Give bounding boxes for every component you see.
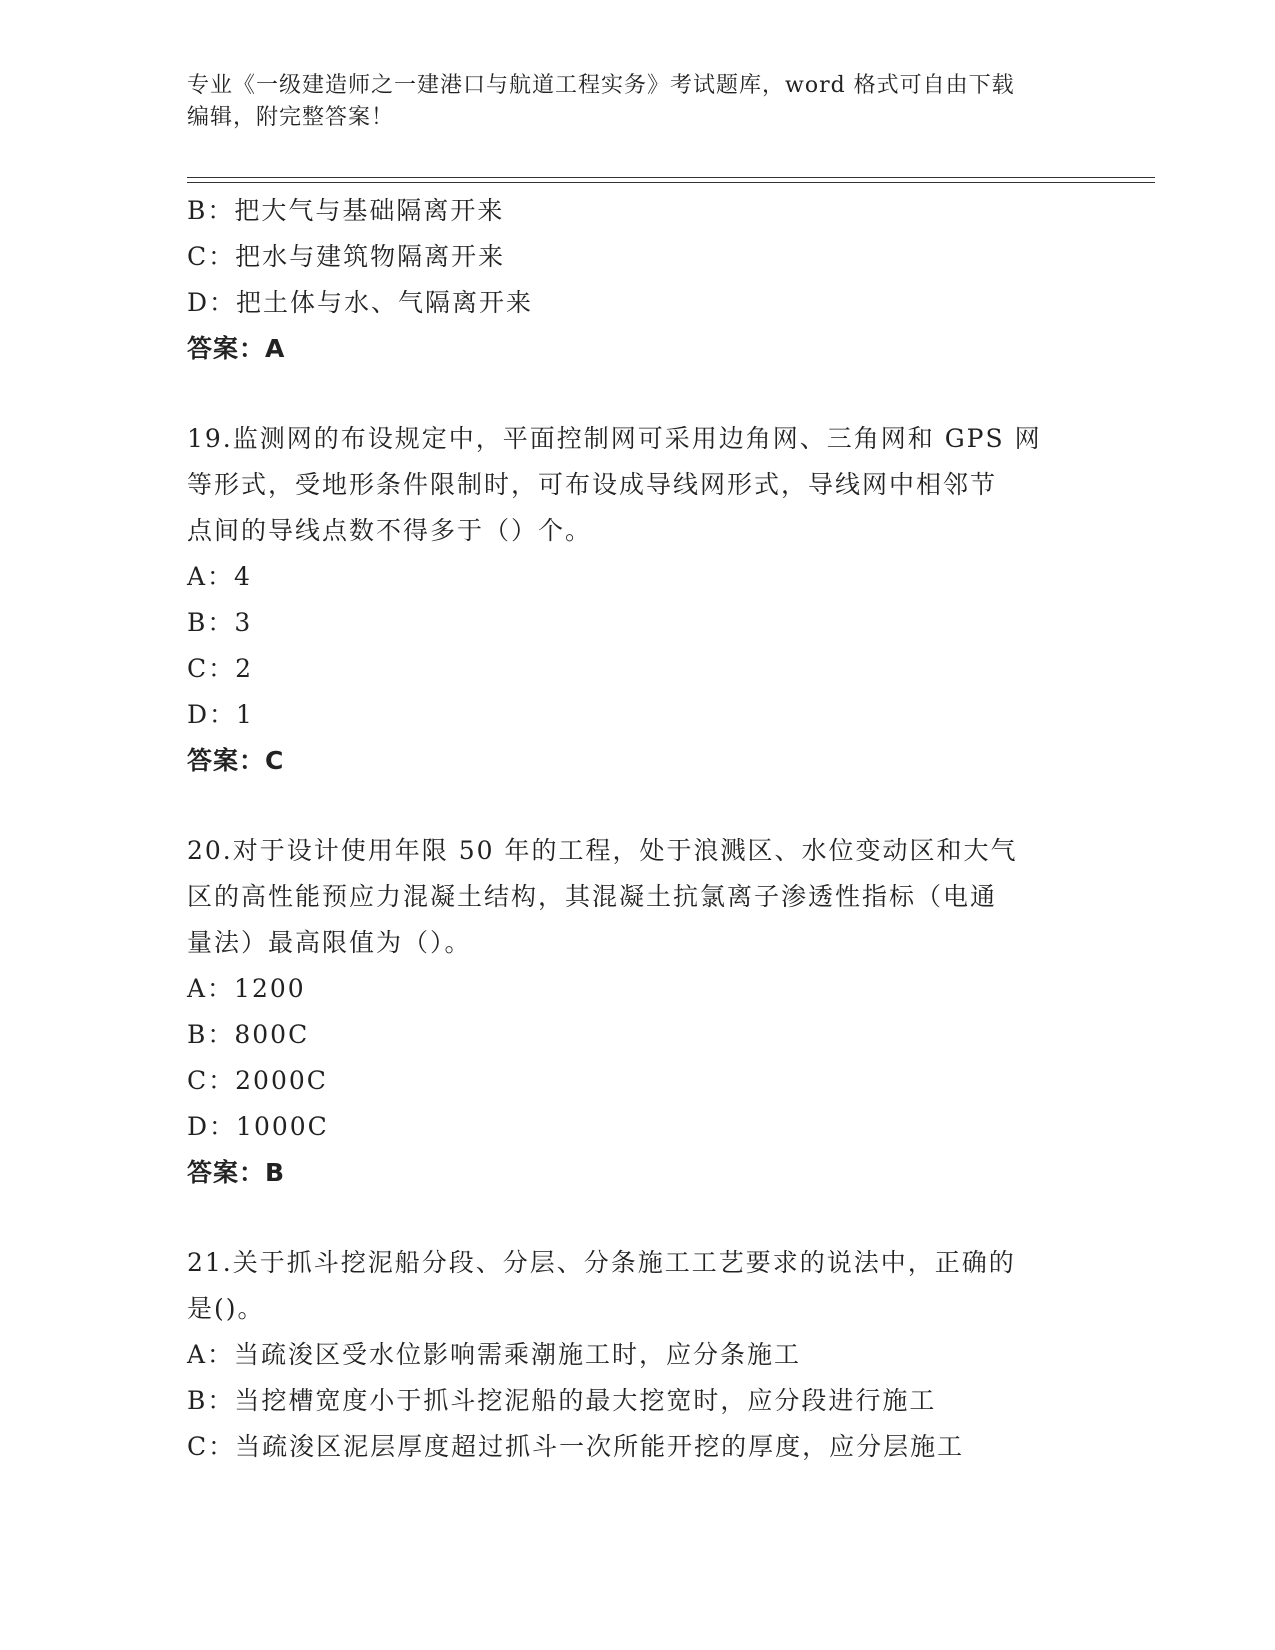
option-c: C：2	[187, 654, 254, 683]
question-stem-line: 点间的导线点数不得多于（）个。	[187, 516, 593, 545]
option-a: A：4	[187, 562, 252, 591]
option-c: C：把水与建筑物隔离开来	[187, 242, 506, 271]
option-a: A：1200	[187, 974, 306, 1003]
question-19	[187, 416, 1087, 784]
option-b: B：把大气与基础隔离开来	[187, 196, 505, 225]
question-stem-line: 19.监测网的布设规定中，平面控制网可采用边角网、三角网和 GPS 网	[187, 424, 1042, 453]
option-d: D：把土体与水、气隔离开来	[187, 288, 534, 317]
option-b: B：3	[187, 608, 253, 637]
answer-line: 答案：A	[187, 334, 286, 363]
option-b: B：800C	[187, 1020, 310, 1049]
option-d: D：1000C	[187, 1112, 329, 1141]
spacer	[187, 1196, 1087, 1240]
question-stem-line: 量法）最高限值为（）。	[187, 928, 472, 957]
question-stem-line: 是()。	[187, 1294, 265, 1323]
question-stem-line: 等形式，受地形条件限制时，可布设成导线网形式，导线网中相邻节	[187, 470, 998, 499]
question-18-tail	[187, 188, 1087, 372]
question-stem-line: 20.对于设计使用年限 50 年的工程，处于浪溅区、水位变动区和大气	[187, 836, 1018, 865]
option-a: A：当疏浚区受水位影响需乘潮施工时，应分条施工	[187, 1340, 802, 1369]
answer-line: 答案：B	[187, 1158, 286, 1187]
option-b: B：当挖槽宽度小于抓斗挖泥船的最大挖宽时，应分段进行施工	[187, 1386, 937, 1415]
header-divider-top	[187, 177, 1155, 178]
question-stem-line: 区的高性能预应力混凝土结构，其混凝土抗氯离子渗透性指标（电通	[187, 882, 998, 911]
spacer	[187, 372, 1087, 416]
header-line-1: 专业《一级建造师之一建港口与航道工程实务》考试题库，word 格式可自由下载	[187, 73, 1015, 98]
page-header	[187, 70, 1087, 134]
question-stem-line: 21.关于抓斗挖泥船分段、分层、分条施工工艺要求的说法中，正确的	[187, 1248, 1016, 1277]
spacer	[187, 784, 1087, 828]
option-c: C：2000C	[187, 1066, 328, 1095]
answer-line: 答案：C	[187, 746, 285, 775]
header-line-2: 编辑，附完整答案！	[187, 105, 395, 130]
option-d: D：1	[187, 700, 254, 729]
document-body	[187, 188, 1087, 1470]
question-21	[187, 1240, 1087, 1470]
option-c: C：当疏浚区泥层厚度超过抓斗一次所能开挖的厚度，应分层施工	[187, 1432, 965, 1461]
question-20	[187, 828, 1087, 1196]
header-divider-bottom	[187, 182, 1155, 183]
